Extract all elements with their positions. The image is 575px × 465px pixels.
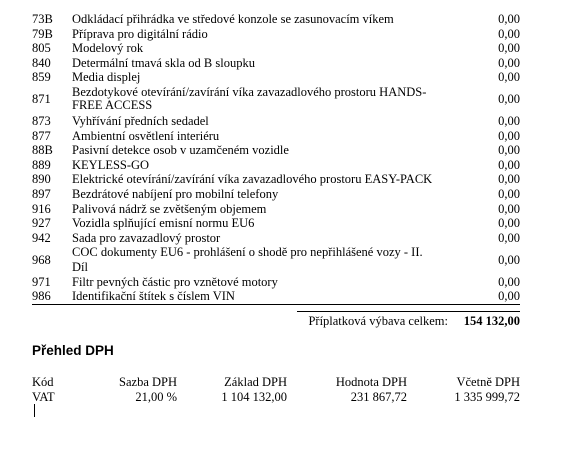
option-amount: 0,00 — [498, 92, 520, 107]
option-row — [32, 143, 520, 158]
option-amount: 0,00 — [498, 252, 520, 267]
vat-header-hodnota: Hodnota DPH — [335, 375, 407, 389]
option-row — [32, 172, 520, 187]
option-description: Filtr pevných částic pro vznětové motory — [72, 274, 278, 289]
option-code: 859 — [32, 70, 51, 85]
option-code: 971 — [32, 274, 51, 289]
vat-header-row — [32, 375, 520, 390]
option-amount: 0,00 — [498, 128, 520, 143]
option-description: Palivová nádrž se zvětšeným objemem — [72, 201, 267, 216]
option-code: 871 — [32, 92, 51, 107]
option-description: Determální tmavá skla od B sloupku — [72, 55, 255, 70]
total-label: Příplatková výbava celkem: — [308, 314, 448, 328]
option-description: Příprava pro digitální rádio — [72, 26, 208, 41]
option-description: Bezdotykové otevírání/zavírání víka zavazadlového prostoru HANDS-FREE ACCESS — [72, 84, 427, 113]
option-amount: 0,00 — [498, 41, 520, 56]
option-row — [32, 85, 520, 114]
option-code: 968 — [32, 252, 51, 267]
vat-header-kod: Kód — [32, 375, 54, 389]
vat-data-row — [32, 390, 520, 405]
vat-header-zaklad: Základ DPH — [224, 375, 287, 389]
option-code: 916 — [32, 201, 51, 216]
vat-summary-table — [32, 375, 520, 405]
option-code: 897 — [32, 186, 51, 201]
option-amount: 0,00 — [460, 289, 520, 304]
option-code: 942 — [32, 230, 51, 245]
option-row — [32, 41, 520, 56]
text-cursor[interactable] — [34, 404, 35, 417]
option-code: 88B — [32, 143, 53, 158]
vat-summary-heading: Přehled DPH — [32, 343, 114, 358]
option-description: COC dokumenty EU6 - prohlášení o shodě pro nepřihlášené vozy - II. Díl — [72, 245, 423, 274]
vat-cell-celkem: 1 335 999,72 — [454, 390, 520, 404]
option-amount: 0,00 — [498, 143, 520, 158]
option-amount: 0,00 — [498, 186, 520, 201]
vat-cell-hodnota: 231 867,72 — [350, 390, 407, 404]
option-row — [32, 275, 520, 290]
vat-cell-sazba: 21,00 % — [135, 390, 177, 404]
option-code: 73B — [32, 12, 53, 26]
option-description: Ambientní osvětlení interiéru — [72, 128, 220, 143]
option-amount: 0,00 — [498, 172, 520, 187]
option-code: 889 — [32, 157, 51, 172]
option-description: Pasivní detekce osob v uzamčeném vozidle — [72, 143, 289, 158]
option-row — [32, 114, 520, 129]
option-amount: 0,00 — [498, 70, 520, 85]
option-row — [32, 216, 520, 231]
option-amount: 0,00 — [498, 26, 520, 41]
option-row — [32, 27, 520, 42]
option-amount: 0,00 — [498, 157, 520, 172]
option-code: 877 — [32, 128, 51, 143]
option-code: 79B — [32, 26, 53, 41]
option-amount: 0,00 — [498, 274, 520, 289]
option-row — [32, 187, 520, 202]
options-total-row — [32, 313, 520, 329]
option-code: 805 — [32, 41, 51, 56]
vat-header-celkem: Včetně DPH — [456, 375, 520, 389]
option-description: Odkládací přihrádka ve středové konzole se zasunovacím víkem — [72, 12, 394, 26]
option-description: Bezdrátové nabíjení pro mobilní telefony — [72, 186, 279, 201]
vat-header-sazba: Sazba DPH — [119, 375, 177, 389]
option-description: Elektrické otevírání/zavírání víka zavazadlového prostoru EASY-PACK — [72, 172, 433, 187]
option-row — [32, 202, 520, 217]
option-code: 873 — [32, 113, 51, 128]
option-row — [32, 289, 520, 304]
total-separator-line — [297, 311, 520, 312]
option-code: 927 — [32, 216, 51, 231]
total-value: 154 132,00 — [463, 314, 520, 328]
option-description: Vozidla splňující emisní normu EU6 — [72, 216, 255, 231]
vat-cell-zaklad: 1 104 132,00 — [221, 390, 287, 404]
option-description: KEYLESS-GO — [72, 157, 150, 172]
option-amount: 0,00 — [498, 55, 520, 70]
option-row — [32, 12, 520, 27]
option-amount: 0,00 — [498, 216, 520, 231]
option-description: Media displej — [72, 70, 141, 85]
option-code: 840 — [32, 55, 51, 70]
option-row — [32, 129, 520, 144]
option-amount: 0,00 — [498, 12, 520, 26]
equipment-options-table — [32, 12, 520, 305]
option-row — [32, 245, 520, 274]
option-description: Modelový rok — [72, 41, 144, 56]
option-amount: 0,00 — [498, 201, 520, 216]
option-description: Identifikační štítek s číslem VIN — [72, 289, 460, 304]
option-row — [32, 231, 520, 246]
option-amount: 0,00 — [498, 230, 520, 245]
option-amount: 0,00 — [498, 113, 520, 128]
vat-cell-kod: VAT — [32, 390, 55, 404]
option-description: Vyhřívání předních sedadel — [72, 113, 209, 128]
option-row — [32, 56, 520, 71]
option-description: Sada pro zavazadlový prostor — [72, 230, 221, 245]
option-row — [32, 158, 520, 173]
option-row — [32, 70, 520, 85]
option-code: 890 — [32, 172, 51, 187]
option-code: 986 — [32, 289, 72, 304]
